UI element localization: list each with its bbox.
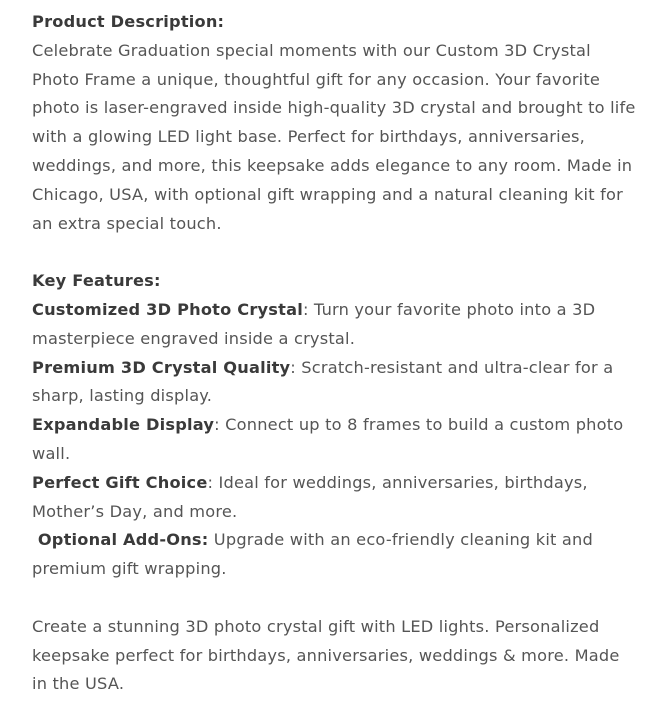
- feature-item: [32, 469, 637, 527]
- feature-item: [32, 296, 637, 354]
- feature-item: [32, 411, 637, 469]
- product-description-text: Celebrate Graduation special moments with our Custom 3D Crystal Photo Frame a unique, thoughtful gift for any occasion. Your favorite photo is laser-engraved inside high-quality 3D crystal and brought to life with a glowing LED light base. Perfect for birthdays, anniversaries, weddings, and more, this keepsake adds elegance to any room. Made in Chicago, USA, with optional gift wrapping and a natural cleaning kit for an extra special touch.: [32, 40, 636, 233]
- spacer: [32, 238, 637, 267]
- feature-item: [32, 526, 637, 584]
- feature-item: [32, 354, 637, 412]
- feature-title: Optional Add-Ons:: [32, 530, 209, 550]
- product-description-heading: Product Description:: [32, 12, 225, 31]
- feature-title: Customized 3D Photo Crystal: [32, 299, 303, 319]
- feature-text: : Scratch-resistant and ultra-clear for a sharp, lasting display.: [32, 357, 614, 406]
- feature-text: Upgrade with an eco-friendly cleaning kit and premium gift wrapping.: [32, 530, 593, 579]
- feature-title: Premium 3D Crystal Quality: [32, 357, 291, 377]
- closing-paragraph: Create a stunning 3D photo crystal gift with LED lights. Personalized keepsake perfect for birthdays, anniversaries, weddings & more. Made in the USA.: [32, 616, 620, 694]
- feature-text: : Ideal for weddings, anniversaries, birthdays, Mother’s Day, and more.: [32, 472, 588, 521]
- key-features-heading: Key Features:: [32, 271, 161, 291]
- feature-title: Expandable Display: [32, 415, 215, 435]
- product-description-section: [32, 8, 637, 699]
- feature-text: : Connect up to 8 frames to build a custom photo wall.: [32, 415, 624, 463]
- spacer: [32, 584, 637, 613]
- feature-text: : Turn your favorite photo into a 3D masterpiece engraved inside a crystal.: [32, 299, 596, 348]
- feature-title: Perfect Gift Choice: [32, 472, 208, 492]
